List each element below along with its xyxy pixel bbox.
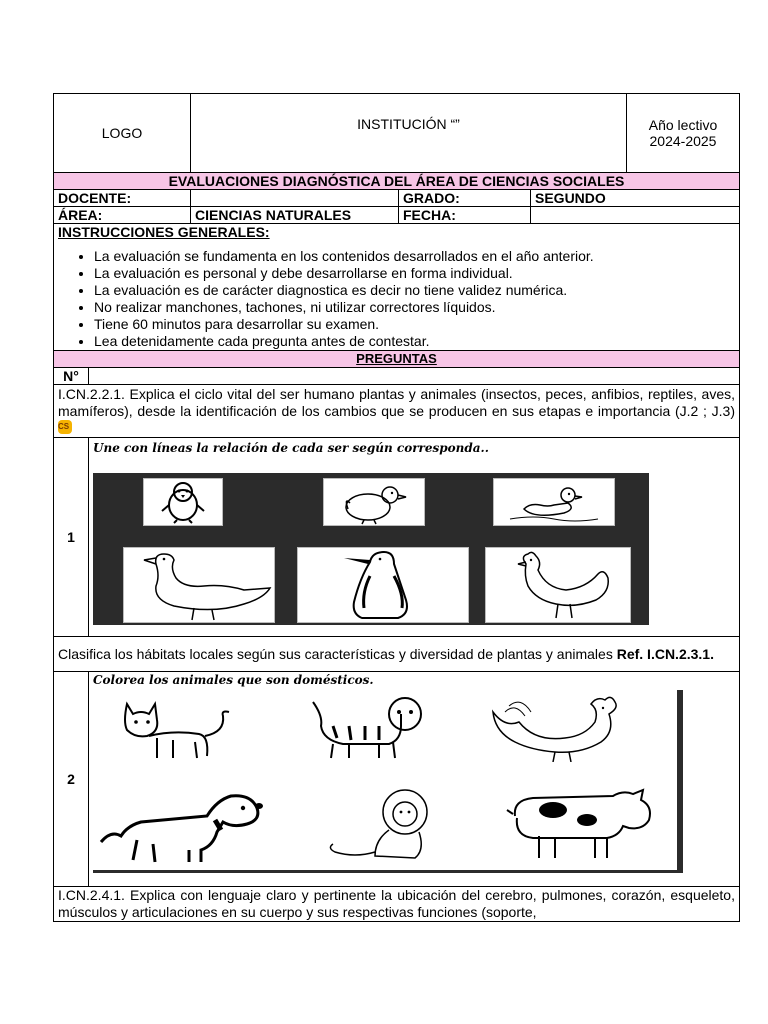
header-row xyxy=(54,94,740,173)
criterion-3: I.CN.2.4.1. Explica con lenguaje claro y pertinente la ubicación del cerebro, pulmones, corazón, esqueleto, músculos y articulaciones en su cuerpo y sus respectivas funciones (soporte, xyxy=(54,887,740,922)
goose-icon xyxy=(123,547,275,623)
duckling-icon xyxy=(493,478,615,526)
area-label: ÁREA: xyxy=(54,207,191,224)
question-row-1 xyxy=(54,438,740,637)
question-1-number: 1 xyxy=(54,438,89,637)
criterion-row-1 xyxy=(54,385,740,438)
year-value: 2024-2025 xyxy=(649,133,717,149)
fecha-label: FECHA: xyxy=(399,207,531,224)
docente-label: DOCENTE: xyxy=(54,190,191,207)
chick-icon xyxy=(323,478,425,526)
instruction-item: • La evaluación es personal y debe desarrollarse en forma individual. xyxy=(94,265,735,282)
cow-icon xyxy=(503,786,673,869)
criterion-1-text: I.CN.2.2.1. Explica el ciclo vital del ser humano plantas y animales (insectos, peces, anfibios, reptiles, aves, mamíferos), desde la identificación de los cambios que se producen en sus etapas e importancia (J.2 ; J.3) xyxy=(58,385,735,419)
area-value: CIENCIAS NATURALES xyxy=(191,207,399,224)
cs-badge-icon: CS xyxy=(58,420,72,434)
instructions-heading: INSTRUCCIONES GENERALES: xyxy=(58,224,270,240)
cat-icon xyxy=(113,696,243,769)
dog-icon xyxy=(97,786,267,869)
fecha-field[interactable] xyxy=(531,207,740,224)
info-row-area xyxy=(54,207,740,224)
title-row xyxy=(54,173,740,190)
instructions-row xyxy=(54,224,740,351)
criterion-row-3 xyxy=(54,887,740,922)
question-1-prompt: Une con líneas la relación de cada ser según corresponda.. xyxy=(93,441,489,455)
instruction-item: • No realizar manchones, tachones, ni utilizar correctores líquidos. xyxy=(94,299,735,316)
evaluation-sheet xyxy=(53,93,739,922)
instructions-block xyxy=(54,224,740,351)
instruction-item: • Tiene 60 minutos para desarrollar su examen. xyxy=(94,316,735,333)
criterion-2 xyxy=(54,637,740,672)
questions-header-row xyxy=(54,351,740,368)
instruction-item: • La evaluación es de carácter diagnostica es decir no tiene validez numérica. xyxy=(94,282,735,299)
penguin-icon xyxy=(297,547,469,623)
institution-name: INSTITUCIÓN “” xyxy=(191,94,627,173)
grado-value: SEGUNDO xyxy=(531,190,740,207)
question-row-2 xyxy=(54,672,740,887)
number-label: N° xyxy=(54,368,89,385)
animal-matching-image xyxy=(93,473,649,625)
page-title: EVALUACIONES DIAGNÓSTICA DEL ÁREA DE CIENCIAS SOCIALES xyxy=(54,173,740,190)
question-1-body xyxy=(89,438,740,637)
criterion-2-text: Clasifica los hábitats locales según sus características y diversidad de plantas y animales xyxy=(58,646,613,662)
grado-label: GRADO: xyxy=(399,190,531,207)
question-2-body xyxy=(89,672,740,887)
hen-icon xyxy=(485,547,631,623)
number-header-row xyxy=(54,368,740,385)
school-year xyxy=(627,94,740,173)
question-2-number: 2 xyxy=(54,672,89,887)
rooster-icon xyxy=(485,692,635,765)
question-2-prompt: Colorea los animales que son domésticos. xyxy=(93,673,374,687)
logo-placeholder: LOGO xyxy=(54,94,191,173)
tiger-icon xyxy=(293,692,433,765)
instructions-list xyxy=(58,248,735,350)
number-header-blank xyxy=(89,368,740,385)
docente-field[interactable] xyxy=(191,190,399,207)
questions-header: PREGUNTAS xyxy=(54,351,740,368)
lion-icon xyxy=(315,786,455,869)
animal-coloring-image xyxy=(93,690,683,873)
instruction-item: • Lea detenidamente cada pregunta antes de contestar. xyxy=(94,333,735,350)
criterion-1 xyxy=(54,385,740,438)
penguin-chick-icon xyxy=(143,478,223,526)
criterion-row-2 xyxy=(54,637,740,672)
info-row-docente xyxy=(54,190,740,207)
evaluation-table xyxy=(53,93,740,922)
instruction-item: • La evaluación se fundamenta en los contenidos desarrollados en el año anterior. xyxy=(94,248,735,265)
criterion-2-ref: Ref. I.CN.2.3.1. xyxy=(616,646,714,662)
year-label: Año lectivo xyxy=(648,117,718,133)
